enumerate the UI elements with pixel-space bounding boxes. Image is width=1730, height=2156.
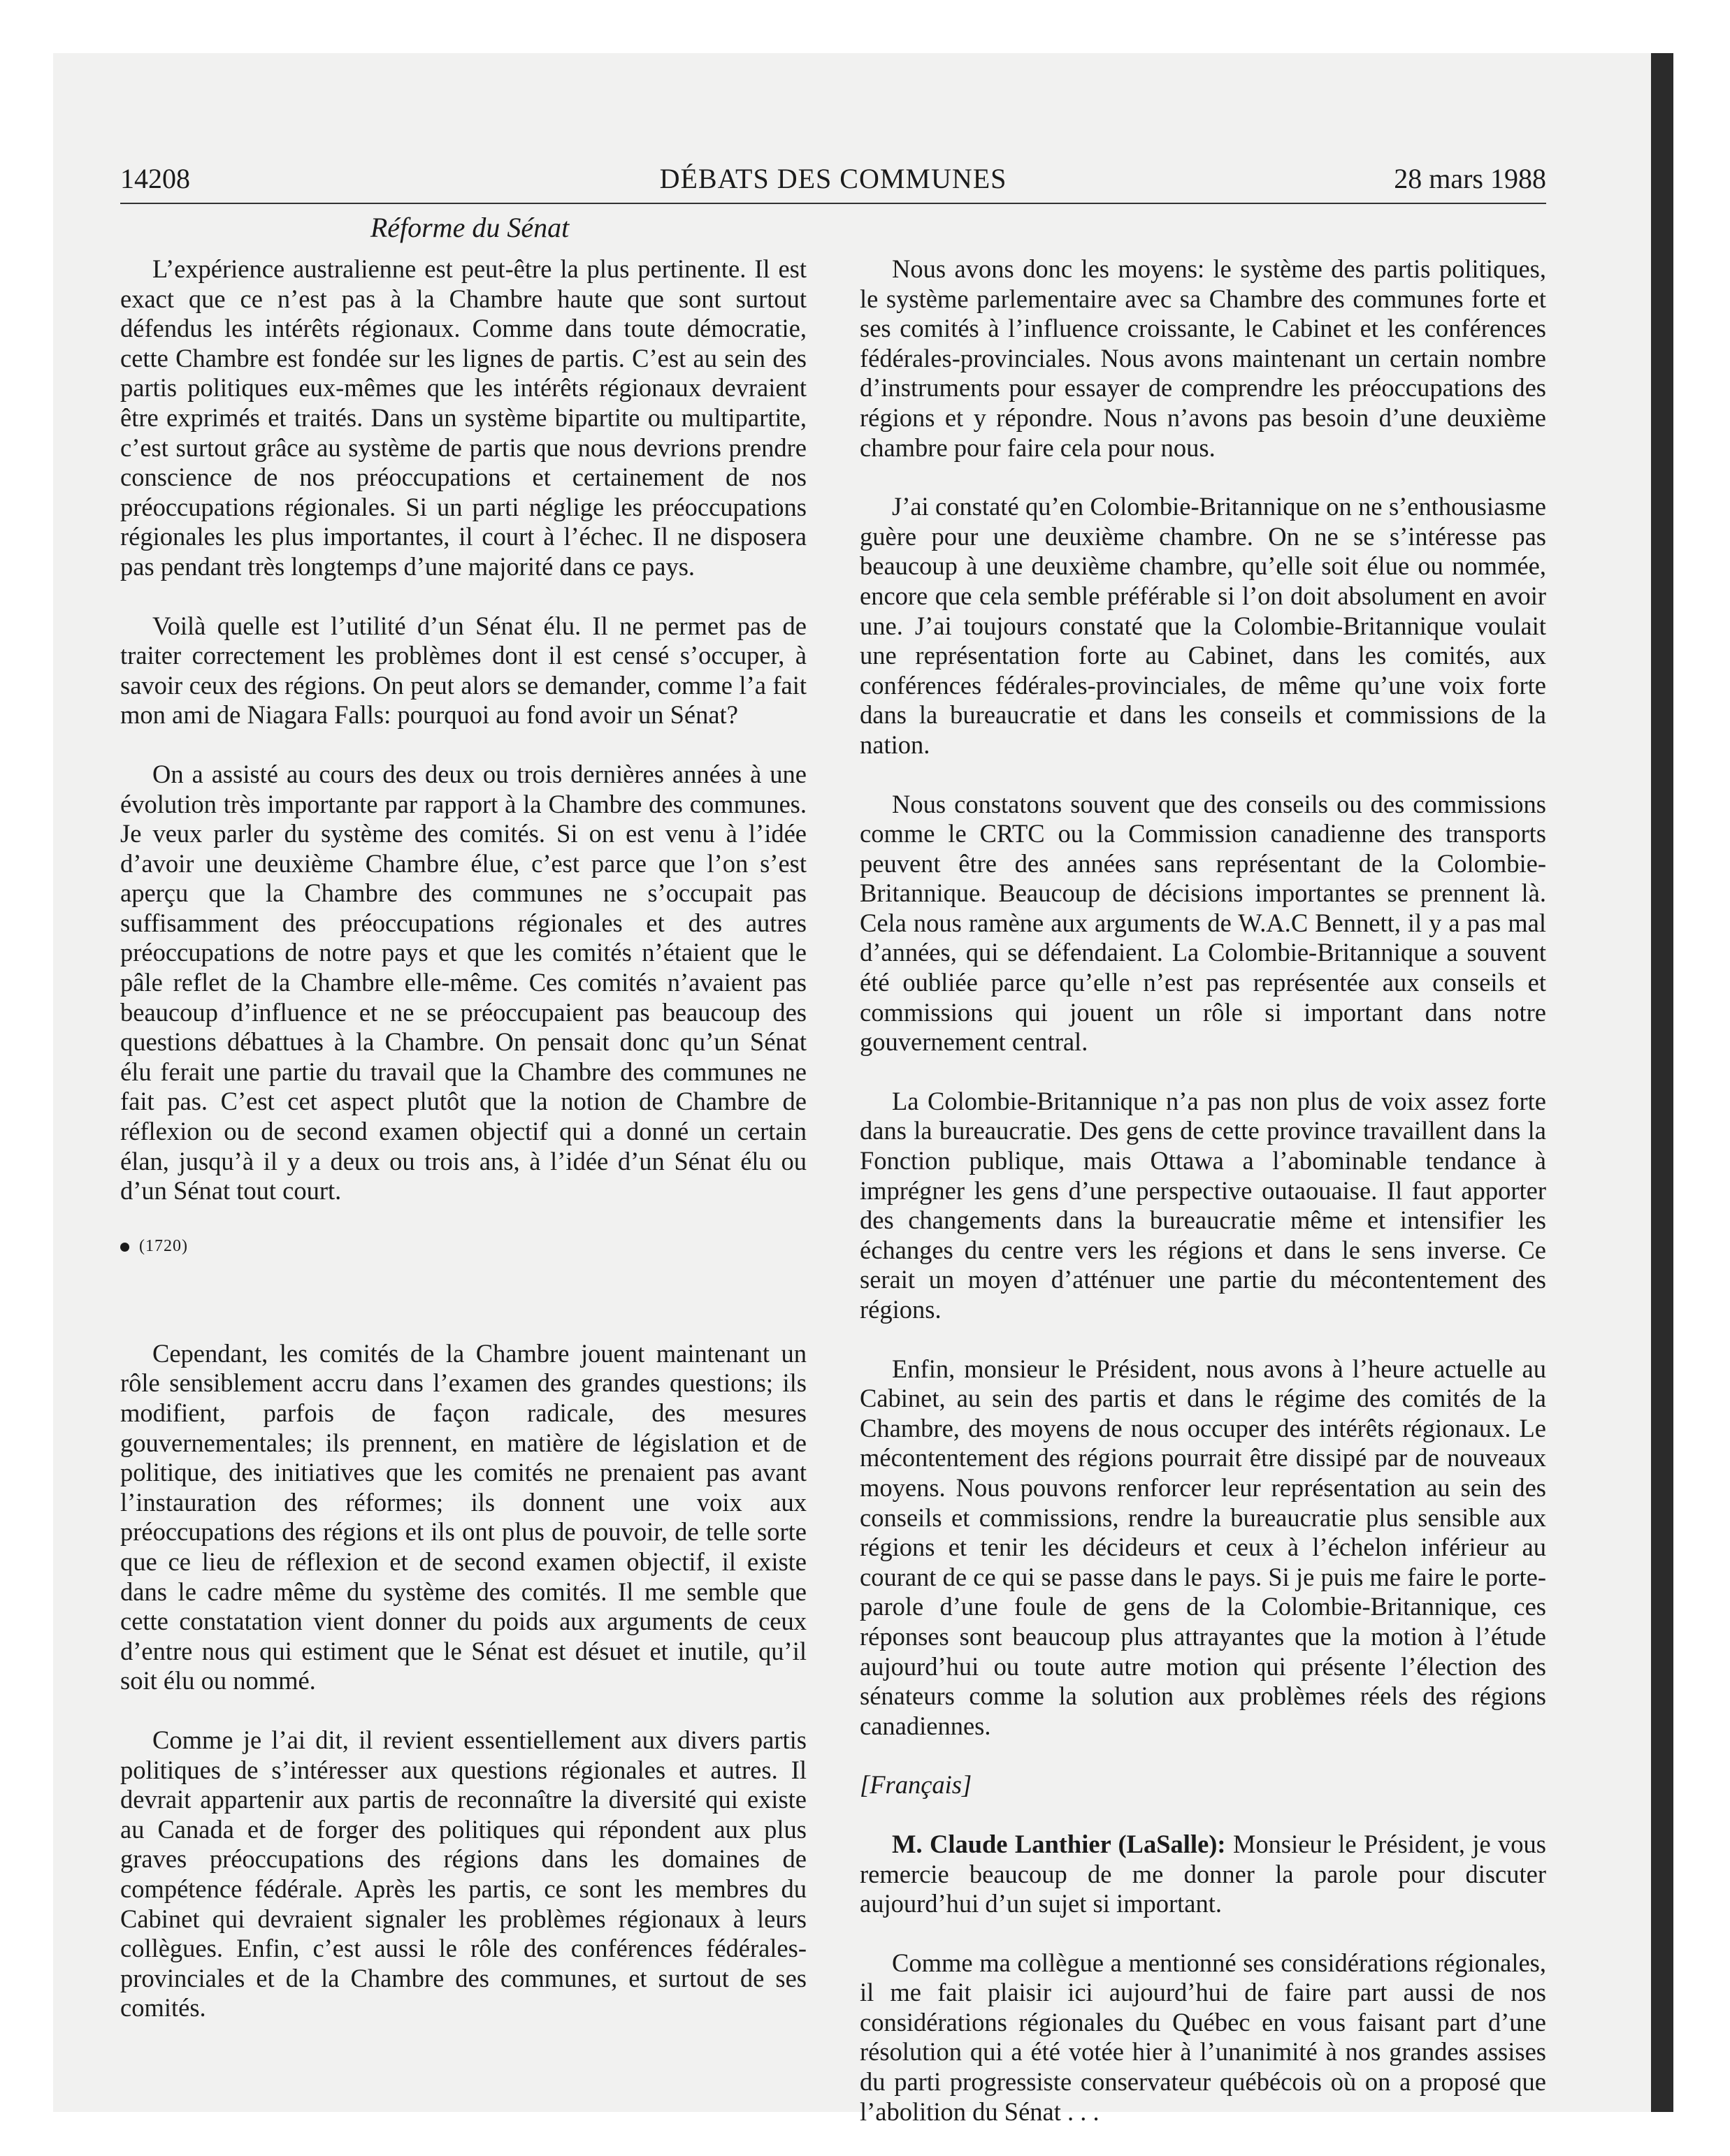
- speech-text: Monsieur le Président, je vous remercie beaucoup de me donner la parole pour discuter aujourd’hui d’un sujet si important.: [860, 1829, 1546, 1918]
- paragraph: Comme ma collègue a mentionné ses considérations régionales, il me fait plaisir ici aujourd’hui de faire part aussi de nos considérations régionales du Québec en vous faisant part d’une résolution qui a été votée hier à l’unanimité à nos grandes assises du parti progressiste conservateur québécois où on a proposé que l’abolition du Sénat . . .: [860, 1948, 1546, 2126]
- paragraph: Enfin, monsieur le Président, nous avons à l’heure actuelle au Cabinet, au sein des partis et dans le régime des comités de la Chambre, des moyens de nous occuper des intérêts régionaux. Le mécontentement des régions pourrait être dissipé par de nouveaux moyens. Nous pouvons renforcer leur représentation au sein des conseils et commissions, rendre la bureaucratie plus sensible aux régions et tenir les décideurs et ceux à l’échelon inférieur au courant de ce qui se passe dans le pays. Si je puis me faire le porte-parole d’une foule de gens de la Colombie-Britannique, ces réponses sont beaucoup plus attrayantes que la motion à l’étude aujourd’hui ou toute autre motion qui présente l’élection des sénateurs comme la solution aux problèmes réels des régions canadiennes.: [860, 1354, 1546, 1740]
- left-column: [120, 254, 807, 2053]
- language-tag: [Français]: [860, 1770, 972, 1800]
- paragraph: La Colombie-Britannique n’a pas non plus de voix assez forte dans la bureaucratie. Des gens de cette province travaillent dans la Fonction publique, mais Ottawa a l’abominable tendance à imprégner les gens d’une perspective outaouaise. Il faut apporter des changements dans la bureaucratie même et intensifier les échanges du centre vers les régions et dans le sens inverse. Ce serait un moyen d’atténuer une partie du mécontentement des régions.: [860, 1086, 1546, 1324]
- paragraph: Nous constatons souvent que des conseils ou des commissions comme le CRTC ou la Commission canadienne des transports peuvent être des années sans représentant de la Colombie-Britannique. Beaucoup de décisions importantes se prennent là. Cela nous ramène aux arguments de W.A.C Bennett, il y a pas mal d’années, qui se défendaient. La Colombie-Britannique a souvent été oubliée parce qu’elle n’est pas représentée aux conseils et commissions qui jouent un rôle si important dans notre gouvernement central.: [860, 789, 1546, 1057]
- paragraph: J’ai constaté qu’en Colombie-Britannique on ne s’enthousiasme guère pour une deuxième chambre. On ne se s’intéresse pas beaucoup à une deuxième chambre, qu’elle soit élue ou nommée, encore que cela semble préférable si l’on doit absolument en avoir une. J’ai toujours constaté que la Colombie-Britannique voulait une représentation forte au Cabinet, dans les comités, aux conférences fédérales-provinciales, de même qu’une voix forte dans la bureaucratie et dans les conseils et commissions de la nation.: [860, 492, 1546, 759]
- right-column: [860, 254, 1546, 2156]
- paragraph: L’expérience australienne est peut-être la plus pertinente. Il est exact que ce n’est pas à la Chambre haute que sont surtout défendus les intérêts régionaux. Comme dans toute démocratie, cette Chambre est fondée sur les lignes de partis. C’est au sein des partis politiques eux-mêmes que les intérêts régionaux devraient être exprimés et traités. Dans un système bipartite ou multipartite, c’est surtout grâce au système de partis que nous devrions prendre conscience de nos préoccupations et certainement de nos préoccupations régionales. Si un parti néglige les préoccupations régionales les plus importantes, il court à l’échec. Il ne disposera pas pendant très longtemps d’une majorité dans ce pays.: [120, 254, 807, 581]
- scan-edge-shadow: [1651, 53, 1673, 2112]
- paragraph: Comme je l’ai dit, il revient essentiellement aux divers partis politiques de s’intéresser aux questions régionales et autres. Il devrait appartenir aux partis de reconnaître la diversité qui existe au Canada et de forger des politiques qui répondent aux plus graves préoccupations des régions dans les domaines de compétence fédérale. Après les partis, ce sont les membres du Cabinet qui devraient signaler les problèmes régionaux à leurs collègues. Enfin, c’est aussi le rôle des conférences fédérales-provinciales et de la Chambre des communes, et surtout de ses comités.: [120, 1725, 807, 2023]
- page-date: 28 mars 1988: [1394, 163, 1546, 194]
- paragraph: Voilà quelle est l’utilité d’un Sénat élu. Il ne permet pas de traiter correctement les problèmes dont il est censé s’occuper, à savoir ceux des régions. On peut alors se demander, comme l’a fait mon ami de Niagara Falls: pourquoi au fond avoir un Sénat?: [120, 611, 807, 730]
- page-number: 14208: [120, 163, 190, 194]
- paragraph: Nous avons donc les moyens: le système des partis politiques, le système parlementaire avec sa Chambre des communes forte et ses comités à l’influence croissante, le Cabinet et les conférences fédérales-provinciales. Nous avons maintenant un certain nombre d’instruments pour essayer de comprendre les préoccupations des régions et y répondre. Nous n’avons pas besoin d’une deuxième chambre pour faire cela pour nous.: [860, 254, 1546, 462]
- speech-paragraph: [860, 1830, 1546, 1919]
- header-rule: [120, 203, 1546, 204]
- paragraph: Cependant, les comités de la Chambre jouent maintenant un rôle sensiblement accru dans l’examen des grandes questions; ils modifient, parfois de façon radicale, des mesures gouvernementales; ils prennent, en matière de législation et de politique, des initiatives que les comités ne prenaient pas avant l’instauration des réformes; ils donnent une voix aux préoccupations des régions et ils ont plus de pouvoir, de telle sorte que ce lieu de réflexion et de second examen objectif, il existe dans le cadre même du système des comités. Il me semble que cette constatation vient donner du poids aux arguments de ceux d’entre nous qui estiment que le Sénat est désuet et inutile, qu’il soit élu ou nommé.: [120, 1338, 807, 1695]
- bullet-icon: [120, 1243, 129, 1252]
- time-marker-text: (1720): [139, 1236, 188, 1255]
- paragraph: On a assisté au cours des deux ou trois dernières années à une évolution très importante par rapport à la Chambre des communes. Je veux parler du système des comités. Si on est venu à l’idée d’avoir une deuxième Chambre élue, c’est parce que l’on s’est aperçu que la Chambre des communes ne s’occupait pas suffisamment des préoccupations régionales et des autres préoccupations de notre pays et que les comités n’étaient que le pâle reflet de la Chambre elle-même. Ces comités n’avaient pas beaucoup d’influence et ne se préoccupaient pas beaucoup des questions débattues à la Chambre. On pensait donc qu’un Sénat élu ferait une partie du travail que la Chambre des communes ne fait pas. C’est cet aspect plutôt que la notion de Chambre de réflexion ou de second examen objectif qui a donné un certain élan, jusqu’à il y a deux ou trois ans, à l’idée d’un Sénat élu ou d’un Sénat tout court.: [120, 759, 807, 1206]
- speaker-name: M. Claude Lanthier (LaSalle):: [892, 1829, 1226, 1858]
- publication-title: DÉBATS DES COMMUNES: [659, 163, 1007, 194]
- section-title: Réforme du Sénat: [370, 212, 570, 243]
- time-marker: [120, 1236, 807, 1257]
- page-header: [120, 159, 1546, 203]
